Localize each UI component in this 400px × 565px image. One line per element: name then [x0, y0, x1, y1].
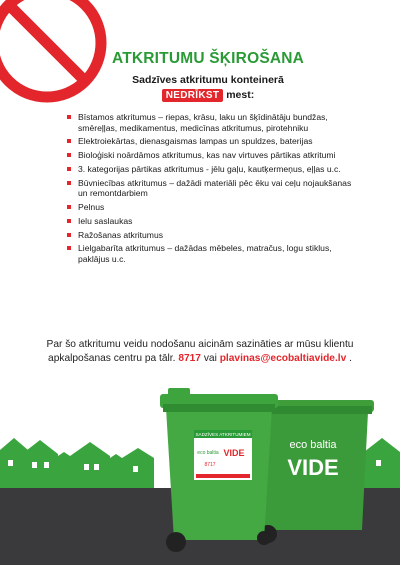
front-bin [160, 388, 278, 552]
forbidden-items-list [66, 112, 356, 268]
illustration-scene [0, 380, 400, 565]
bin-label-vide: VIDE [223, 448, 245, 458]
subtitle-line-2 [100, 88, 316, 102]
bin-label-phone: 8717 [204, 462, 216, 468]
contact-email[interactable]: plavinas@ecobaltiavide.lv [219, 353, 347, 364]
page-title: ATKRITUMU ŠĶIROŠANA [111, 50, 305, 67]
subtitle-suffix: mest: [226, 89, 255, 101]
list-item: Ražošanas atkritumus [66, 230, 356, 241]
list-item: Lielgabarīta atkritumus – dažādas mēbeles, matračus, logu stiklus, paklājus u.c. [66, 243, 356, 264]
forbidden-badge: NEDRĪKST [162, 89, 224, 102]
list-item: Ielu saslaukas [66, 216, 356, 227]
contact-connector: vai [203, 353, 217, 364]
contact-line-1: Par šo atkritumu veidu nodošanu aicinām sazināties ar mūsu klientu [46, 339, 354, 350]
subtitle [100, 73, 316, 102]
list-item: Bīstamos atkritumus – riepas, krāsu, laku un šķīdinātāju bundžas, smēreļļas, medikamentus, medicīnas atkritumus, pirotehniku [66, 112, 356, 133]
bin-label-eco: eco baltia [197, 450, 219, 456]
back-bin-logo-vide: VIDE [287, 455, 339, 480]
contact-line-2-prefix: apkalpošanas centru pa tālr. [48, 353, 176, 364]
subtitle-line-1: Sadzīves atkritumu konteinerā [132, 74, 284, 86]
contact-end: . [349, 353, 352, 364]
bin-label-header: SADZĪVES ATKRITUMIEM [195, 432, 251, 437]
contact-info [20, 338, 380, 366]
list-item: Pelnus [66, 202, 356, 213]
back-bin-logo-eco: eco baltia [289, 439, 337, 451]
list-item: Būvniecības atkritumus – dažādi materiāli pēc ēku vai ceļu nojaukšanas un remontdarbiem [66, 178, 356, 199]
contact-phone: 8717 [178, 353, 201, 364]
list-item: Bioloģiski noārdāmos atkritumus, kas nav virtuves pārtikas atkritumi [66, 150, 356, 161]
prohibition-sign-icon [0, 0, 112, 108]
list-item: 3. kategorijas pārtikas atkritumus - jēlu gaļu, kautķermeņus, eļļas u.c. [66, 164, 356, 175]
list-item: Elektroiekārtas, dienasgaismas lampas un spuldzes, baterijas [66, 136, 356, 147]
